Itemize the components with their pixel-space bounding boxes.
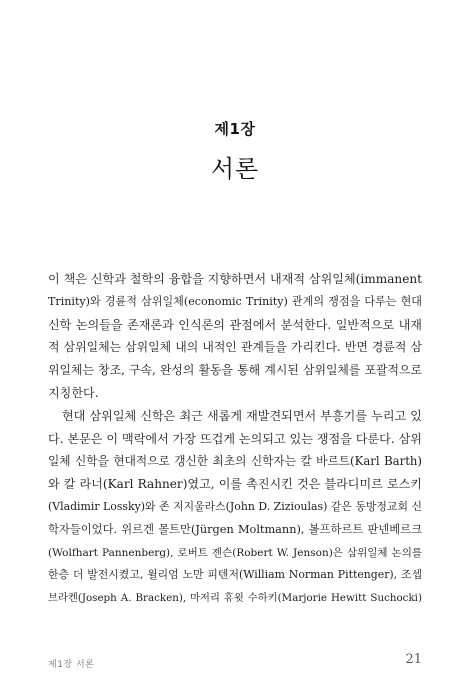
body-line: 현대 삼위일체 신학은 최근 새롭게 재발견되면서 부흥기를 누리고 있	[62, 408, 422, 423]
body-line: (Vladimir Lossky)와 존 지지울라스(John D. Zizioulas) 같은 동방정교회 신	[48, 499, 422, 513]
body-line: 신학 논의들을 존재론과 인식론의 관점에서 분석한다. 일반적으로 내재	[48, 317, 422, 332]
body-line: 한층 더 발전시켰고, 윌리엄 노만 피텐저(William Norman Pittenger), 조셉	[48, 568, 422, 582]
page-number: 21	[405, 652, 422, 667]
body-line: Trinity)와 경륜적 삼위일체(economic Trinity) 관계의 쟁점을 다루는 현대	[48, 294, 422, 308]
body-line: 와 칼 라너(Karl Rahner)였고, 이를 촉진시킨 것은 블라디미르 로스키	[48, 477, 422, 492]
body-line: 위일체는 창조, 구속, 완성의 활동을 통해 계시된 삼위일체를 포괄적으로	[48, 363, 422, 378]
body-line: 일체 신학을 현대적으로 갱신한 최초의 신학자는 칼 바르트(Karl Barth)	[48, 454, 422, 469]
body-line: 브라켄(Joseph A. Bracken), 마저리 휴윗 수하키(Marjorie Hewitt Suchocki)	[48, 592, 422, 605]
body-line: (Wolfhart Pannenberg), 로버트 젠슨(Robert W. Jenson)은 삼위일체 논의를	[48, 546, 422, 559]
body-line: 지칭한다.	[48, 385, 99, 400]
body-line: 학자들이었다. 위르겐 몰트만(Jürgen Moltmann), 볼프하르트 판넨베르크	[48, 522, 422, 536]
chapter-heading	[0, 118, 470, 184]
body-line: 이 책은 신학과 철학의 융합을 지향하면서 내재적 삼위일체(immanent	[48, 272, 422, 286]
running-head: 제1장 서론	[48, 660, 95, 670]
chapter-number: 제1장	[214, 120, 256, 138]
body-text	[48, 268, 422, 610]
body-line: 다. 본문은 이 맥락에서 가장 뜨겁게 논의되고 있는 쟁점을 다룬다. 삼위	[48, 431, 422, 446]
chapter-title: 서론	[210, 155, 260, 183]
body-line: 적 삼위일체는 삼위일체 내의 내적인 관계들을 가리킨다. 반면 경륜적 삼	[48, 340, 422, 355]
